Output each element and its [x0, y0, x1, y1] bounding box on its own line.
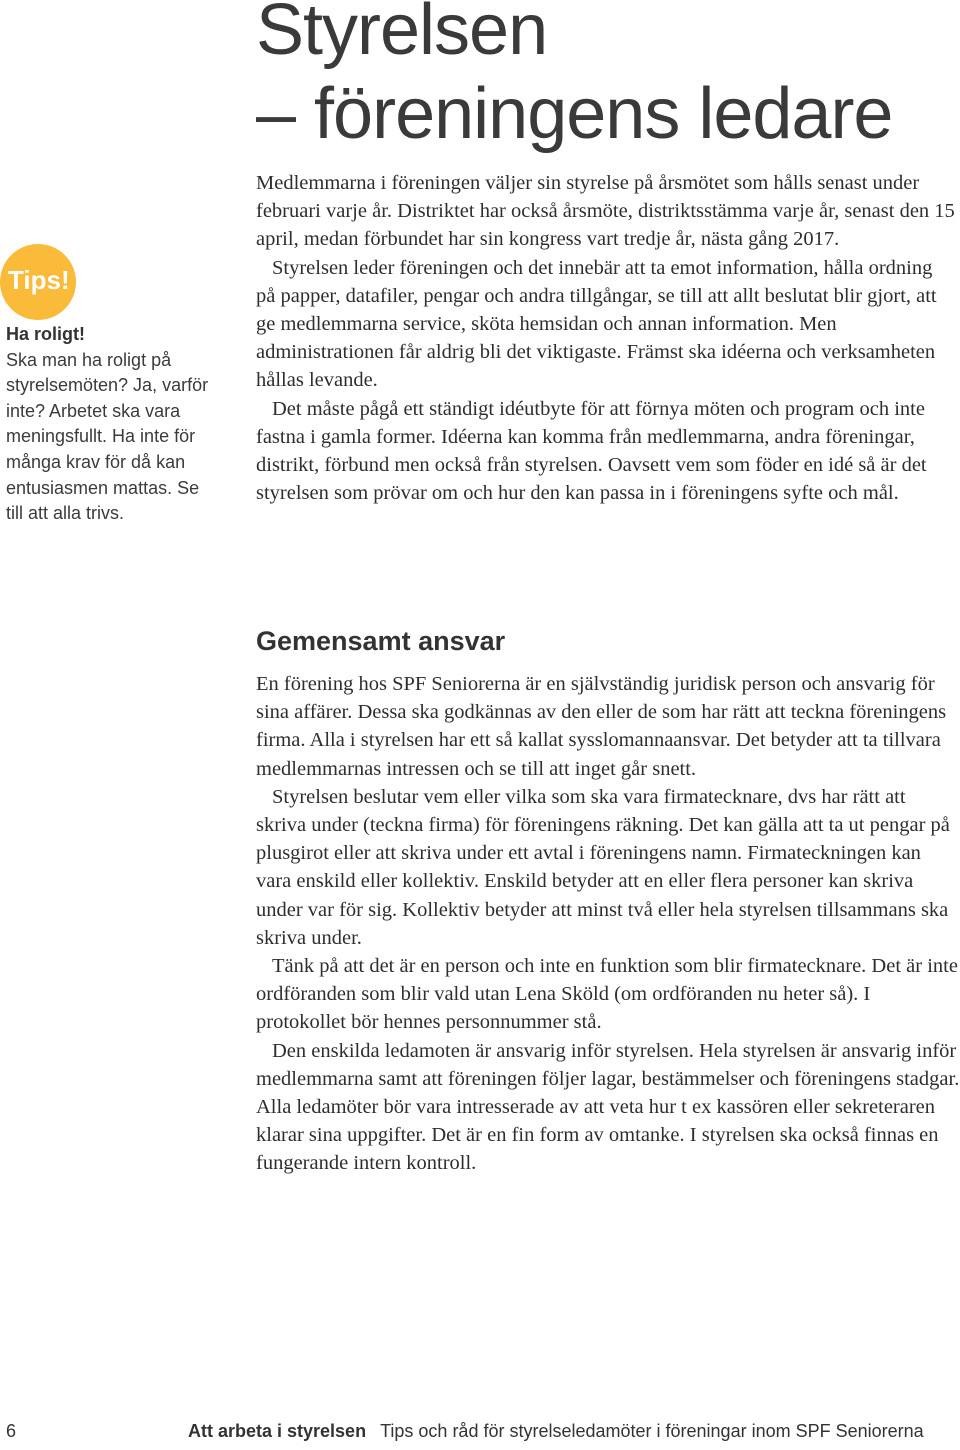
tips-body: Ska man ha roligt på styrelsemöten? Ja, varför inte? Arbetet ska vara meningsfullt. Ha inte för många krav för då kan entusiasmen mattas. Se till att alla trivs.: [6, 349, 209, 524]
tips-heading: Ha roligt!: [6, 324, 85, 344]
tips-badge: [0, 244, 76, 320]
section-gemensamt-ansvar: [256, 624, 960, 1178]
page-number: 6: [6, 1421, 17, 1441]
intro-text: [256, 169, 956, 507]
tips-badge-label: Tips!: [8, 265, 70, 295]
section-paragraph-4: Den enskilda ledamoten är ansvarig inför styrelsen. Hela styrelsen är ansvarig inför medlemmarna samt att föreningen följer lagar, bestämmelser och föreningens stadgar. Alla ledamöter bör vara intresserade av att veta hur t ex kassören eller sekreteraren klarar sina uppgifter. Det är en fin form av omtanke. I styrelsen ska också finnas en fungerande intern kontroll.: [256, 1039, 960, 1175]
intro-paragraph-2: Styrelsen leder föreningen och det innebär att ta emot information, hålla ordning på papper, datafiler, pengar och andra tillgångar, se till att allt beslutat blir gjort, att ge medlemmarna service, sköta hemsidan och annan information. Men administrationen får aldrig bli det viktigaste. Främst ska idéerna och verksamheten hållas levande.: [256, 256, 937, 392]
section-paragraph-1: En förening hos SPF Seniorerna är en självständig juridisk person och ansvarig för sina affärer. Dessa ska godkännas av den eller de som har rätt att teckna föreningens firma. Alla i styrelsen har ett så kallat sysslomannaansvar. Det betyder att ta tillvara medlemmarnas intressen och se till att inget går snett.: [256, 673, 947, 780]
page-title: [256, 0, 956, 156]
intro-paragraph-1: Medlemmarna i föreningen väljer sin styrelse på årsmötet som hålls senast under februari varje år. Distriktet har också årsmöte, distriktsstämma varje år, senast den 15 april, medan förbundet har sin kongress vart tredje år, nästa gång 2017.: [256, 172, 955, 251]
intro-paragraph-3: Det måste pågå ett ständigt idéutbyte för att förnya möten och program och inte fastna i gamla former. Idéerna kan komma från medlemmarna, andra föreningar, distrikt, förbund men också från styrelsen. Oavsett vem som föder en idé så är det styrelsen som prövar om och hur den kan passa in i föreningens syfte och mål.: [256, 397, 927, 505]
page-title-line-2: – föreningens ledare: [256, 74, 893, 154]
section-heading: Gemensamt ansvar: [256, 626, 506, 656]
page-footer: [6, 1421, 960, 1442]
section-paragraph-3: Tänk på att det är en person och inte en funktion som blir firmatecknare. Det är inte ordföranden som blir vald utan Lena Sköld (om ordföranden nu heter så). I protokollet bör hennes personnummer stå.: [256, 955, 958, 1034]
footer-doc-subtitle: Tips och råd för styrelseledamöter i föreningar inom SPF Seniorerna: [380, 1421, 924, 1441]
footer-doc-title: Att arbeta i styrelsen: [188, 1421, 367, 1441]
tips-sidebar: [6, 322, 221, 527]
section-paragraph-2: Styrelsen beslutar vem eller vilka som ska vara firmatecknare, dvs har rätt att skriva under (teckna firma) för föreningens räkning. Det kan gälla att ta ut pengar på plusgirot eller att skriva under ett avtal i föreningens namn. Firmateckningen kan vara enskild eller kollektiv. Enskild betyder att en eller flera personer kan skriva under var för sig. Kollektiv betyder att minst två eller hela styrelsen tillsammans ska skriva under.: [256, 785, 950, 949]
page-title-line-1: Styrelsen: [256, 0, 548, 70]
